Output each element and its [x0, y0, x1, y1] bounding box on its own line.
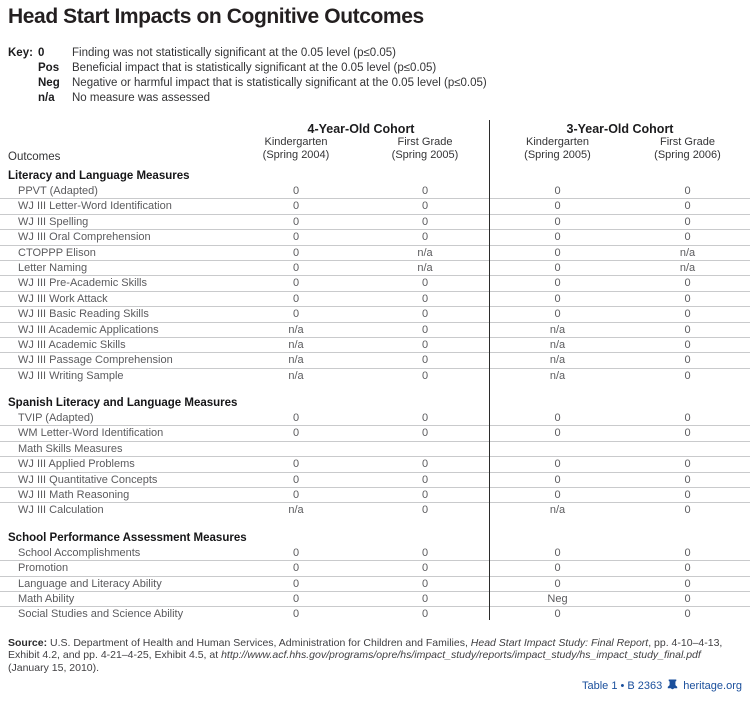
table-row	[0, 487, 750, 502]
value-cell: 0	[684, 473, 691, 486]
key-symbol-neg: Neg	[38, 77, 60, 89]
value-cell: 0	[292, 427, 300, 440]
value-cell: 0	[684, 427, 691, 440]
value-cell: 0	[684, 369, 691, 382]
value-cell: Neg	[547, 592, 568, 605]
table-row	[0, 322, 750, 337]
table-section	[0, 169, 750, 383]
value-cell: 0	[292, 277, 300, 290]
value-cell: 0	[684, 338, 691, 351]
table-row	[0, 306, 750, 321]
outcome-label: WJ III Passage Comprehension	[18, 354, 173, 367]
table-row	[0, 576, 750, 591]
source-text-2: , pp. 4-10–4-13, Exhibit 4.2, and pp. 4-21–4-25, Exhibit 4.5, at	[8, 636, 723, 662]
table-row	[0, 456, 750, 471]
section-header: Literacy and Language Measures	[8, 170, 190, 182]
outcome-label: Math Skills Measures	[18, 442, 123, 455]
value-cell: 0	[292, 473, 300, 486]
value-cell: 0	[684, 354, 691, 367]
key-desc-pos: Beneficial impact that is statistically significant at the 0.05 level (p≤0.05)	[72, 62, 437, 74]
table-row	[0, 591, 750, 606]
key-symbol-0: 0	[38, 47, 45, 59]
value-cell: 0	[421, 473, 429, 486]
value-cell: 0	[421, 458, 429, 471]
table-row	[0, 606, 750, 621]
value-cell: 0	[554, 185, 561, 197]
key-symbol-pos: Pos	[38, 62, 60, 74]
value-cell: n/a	[288, 323, 304, 336]
col-header-k2005: Kindergarten (Spring 2005)	[524, 136, 591, 161]
outcome-label: Math Ability	[18, 592, 75, 605]
value-cell: n/a	[679, 261, 696, 274]
col-group-4yo: 4-Year-Old Cohort	[307, 122, 415, 136]
heritage-site-link[interactable]: heritage.org	[683, 680, 742, 692]
value-cell: 0	[684, 489, 691, 502]
value-cell	[232, 442, 360, 456]
value-cell: 0	[421, 412, 429, 425]
table-row	[0, 560, 750, 575]
outcome-label: Promotion	[18, 562, 69, 575]
value-cell: 0	[554, 577, 561, 590]
outcome-label: WJ III Oral Comprehension	[18, 231, 151, 244]
source-note	[8, 637, 742, 675]
value-cell: 0	[684, 504, 691, 517]
value-cell: 0	[292, 546, 300, 559]
value-cell: 0	[421, 577, 429, 590]
value-cell: 0	[421, 608, 429, 621]
value-cell: n/a	[679, 246, 696, 259]
value-cell: n/a	[288, 504, 304, 517]
page-title: Head Start Impacts on Cognitive Outcomes	[8, 5, 424, 28]
table-row	[0, 441, 750, 456]
value-cell: 0	[421, 292, 429, 305]
col-header-fg2005: First Grade (Spring 2005)	[391, 136, 459, 161]
value-cell: 0	[554, 200, 561, 213]
value-cell: 0	[554, 458, 561, 471]
table-header	[0, 118, 750, 165]
value-cell: 0	[292, 562, 300, 575]
value-cell: 0	[554, 473, 561, 486]
table-row	[0, 411, 750, 425]
value-cell: n/a	[549, 354, 566, 367]
table-row	[0, 337, 750, 352]
value-cell: 0	[292, 308, 300, 321]
value-cell: 0	[421, 504, 429, 517]
value-cell: n/a	[288, 354, 304, 367]
liberty-bell-icon	[666, 679, 679, 693]
value-cell: 0	[421, 323, 429, 336]
outcome-label: WJ III Academic Skills	[18, 338, 126, 351]
value-cell: 0	[684, 412, 691, 425]
outcome-label: School Accomplishments	[18, 546, 141, 559]
value-cell: 0	[421, 592, 429, 605]
table-row	[0, 352, 750, 367]
key-desc-0: Finding was not statistically significant at the 0.05 level (p≤0.05)	[72, 47, 397, 59]
cohort-divider-line	[489, 120, 490, 620]
value-cell: n/a	[549, 504, 566, 517]
outcome-label: WM Letter-Word Identification	[18, 427, 164, 440]
table-section	[0, 396, 750, 518]
outcome-label: WJ III Spelling	[18, 215, 89, 228]
outcome-label: WJ III Letter-Word Identification	[18, 200, 172, 213]
table-row	[0, 214, 750, 229]
table-row	[0, 184, 750, 198]
key-symbol-na: n/a	[38, 92, 55, 104]
value-cell: 0	[684, 231, 691, 244]
outcome-label: WJ III Math Reasoning	[18, 489, 130, 502]
table-body	[0, 169, 750, 622]
value-cell: n/a	[549, 338, 566, 351]
value-cell: 0	[684, 323, 691, 336]
value-cell: 0	[421, 338, 429, 351]
value-cell: n/a	[288, 338, 304, 351]
table-reference: Table 1 • B 2363	[581, 680, 663, 692]
value-cell: 0	[554, 292, 561, 305]
col-group-3yo: 3-Year-Old Cohort	[566, 122, 674, 136]
value-cell: 0	[554, 412, 561, 425]
value-cell: 0	[554, 215, 561, 228]
outcome-label: PPVT (Adapted)	[18, 185, 98, 197]
table-row	[0, 425, 750, 440]
value-cell: 0	[292, 458, 300, 471]
value-cell: n/a	[417, 246, 433, 259]
value-cell: 0	[684, 458, 691, 471]
key-label: Key:	[8, 47, 33, 59]
value-cell: 0	[684, 277, 691, 290]
value-cell: 0	[421, 277, 429, 290]
value-cell: 0	[684, 200, 691, 213]
source-text-3: (January 15, 2010).	[8, 661, 100, 674]
value-cell: 0	[292, 185, 300, 197]
value-cell: 0	[421, 369, 429, 382]
table-row	[0, 229, 750, 244]
outcome-label: WJ III Pre-Academic Skills	[18, 277, 147, 290]
key-legend	[8, 46, 750, 106]
outcome-label: TVIP (Adapted)	[18, 412, 94, 425]
value-cell: 0	[421, 427, 429, 440]
value-cell: 0	[292, 489, 300, 502]
section-header: School Performance Assessment Measures	[8, 531, 247, 544]
outcome-label: WJ III Calculation	[18, 504, 104, 517]
outcome-label: WJ III Applied Problems	[18, 458, 135, 471]
outcome-label: WJ III Academic Applications	[18, 323, 159, 336]
table-row	[0, 291, 750, 306]
value-cell: 0	[684, 308, 691, 321]
table-row	[0, 245, 750, 260]
value-cell: 0	[292, 292, 300, 305]
value-cell: n/a	[549, 369, 566, 382]
value-cell: 0	[554, 231, 561, 244]
outcome-label: Letter Naming	[18, 261, 88, 274]
value-cell: 0	[684, 577, 691, 590]
outcome-label: Social Studies and Science Ability	[18, 608, 184, 621]
value-cell: 0	[421, 308, 429, 321]
footer	[582, 679, 742, 693]
outcomes-table	[0, 118, 750, 622]
value-cell: 0	[684, 562, 691, 575]
outcome-label: WJ III Writing Sample	[18, 369, 124, 382]
value-cell: 0	[554, 277, 561, 290]
value-cell: 0	[684, 546, 691, 559]
col-header-k2004: Kindergarten (Spring 2004)	[262, 136, 330, 161]
section-header: Spanish Literacy and Language Measures	[8, 397, 238, 410]
table-row	[0, 275, 750, 290]
value-cell: n/a	[549, 323, 566, 336]
table-row	[0, 198, 750, 213]
value-cell	[490, 442, 625, 456]
table-row	[0, 502, 750, 517]
value-cell: 0	[421, 185, 429, 197]
table-row	[0, 368, 750, 383]
value-cell: 0	[684, 215, 691, 228]
source-report-title: Head Start Impact Study: Final Report	[470, 636, 649, 649]
source-url: http://www.acf.hhs.gov/programs/opre/hs/impact_study/reports/impact_study/hs_impact_study_final.pdf	[221, 649, 701, 662]
value-cell: 0	[554, 261, 561, 274]
outcome-label: WJ III Basic Reading Skills	[18, 308, 149, 321]
value-cell: 0	[292, 200, 300, 213]
value-cell: 0	[684, 608, 691, 621]
value-cell: 0	[292, 577, 300, 590]
value-cell	[625, 442, 750, 456]
table-row	[0, 472, 750, 487]
value-cell: 0	[554, 246, 561, 259]
value-cell: 0	[292, 231, 300, 244]
value-cell: 0	[554, 562, 561, 575]
outcomes-column-header: Outcomes	[8, 151, 61, 163]
value-cell: 0	[292, 246, 300, 259]
col-header-fg2006: First Grade (Spring 2006)	[654, 136, 721, 161]
value-cell: 0	[421, 546, 429, 559]
value-cell: 0	[684, 185, 691, 197]
value-cell: 0	[292, 215, 300, 228]
value-cell: 0	[292, 412, 300, 425]
value-cell: 0	[554, 489, 561, 502]
value-cell: n/a	[288, 369, 304, 382]
key-desc-neg: Negative or harmful impact that is statistically significant at the 0.05 level (p≤0.05)	[72, 77, 487, 89]
value-cell: 0	[292, 608, 300, 621]
table-row	[0, 260, 750, 275]
value-cell: 0	[421, 215, 429, 228]
value-cell: 0	[421, 200, 429, 213]
table-section	[0, 531, 750, 622]
value-cell: 0	[421, 489, 429, 502]
source-text-1: U.S. Department of Health and Human Services, Administration for Children and Families,	[47, 636, 471, 649]
value-cell: 0	[554, 308, 561, 321]
value-cell: 0	[292, 261, 300, 274]
table-row	[0, 546, 750, 560]
value-cell: 0	[554, 546, 561, 559]
outcome-label: WJ III Work Attack	[18, 292, 108, 305]
value-cell: 0	[421, 231, 429, 244]
value-cell: 0	[684, 592, 691, 605]
source-label: Source:	[8, 636, 48, 649]
value-cell: 0	[292, 592, 300, 605]
outcome-label: CTOPPP Elison	[18, 246, 96, 259]
value-cell: 0	[421, 562, 429, 575]
value-cell: n/a	[417, 261, 433, 274]
outcome-label: WJ III Quantitative Concepts	[18, 473, 158, 486]
value-cell	[360, 442, 490, 456]
value-cell: 0	[684, 292, 691, 305]
outcome-label: Language and Literacy Ability	[18, 577, 162, 590]
value-cell: 0	[554, 608, 561, 621]
value-cell: 0	[554, 427, 561, 440]
value-cell: 0	[421, 354, 429, 367]
key-desc-na: No measure was assessed	[72, 92, 211, 104]
